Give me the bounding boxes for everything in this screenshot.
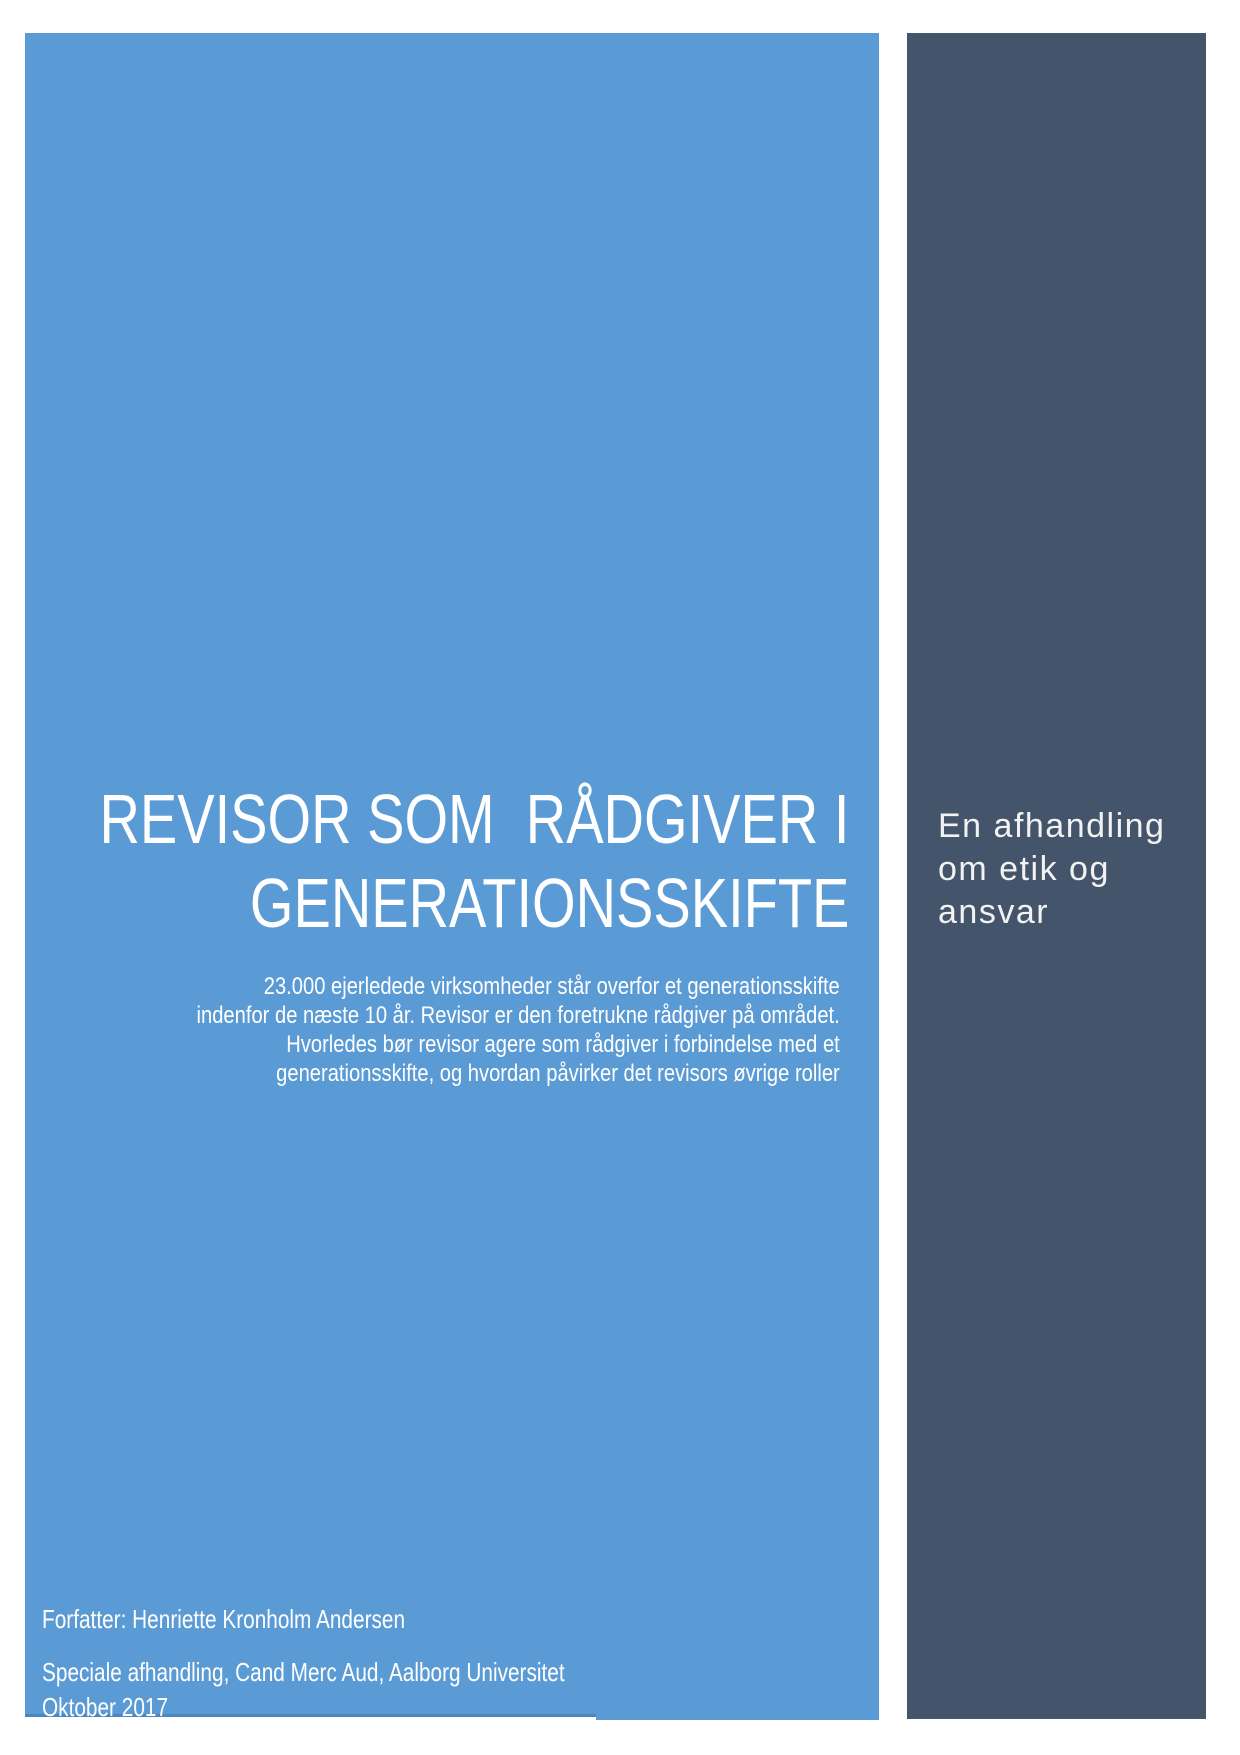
thesis-title [0,777,849,945]
author-text: Forfatter: Henriette Kronholm Andersen [42,1604,406,1634]
thesis-title-line-1: REVISOR SOM RÅDGIVER I [99,780,849,858]
thesis-subtitle-line-3: Hvorledes bør revisor agere som rådgiver i forbindelse med et [286,1031,841,1058]
author-line [42,1603,496,1635]
thesis-subtitle-line-2: indenfor de næste 10 år. Revisor er den foretrukne rådgiver på området. [196,1002,840,1029]
tagline-line-1: En afhandling [938,807,1166,845]
tagline-line-3: ansvar [938,893,1050,931]
thesis-subtitle [74,972,840,1088]
side-panel-tagline [938,805,1165,934]
program-and-date [42,1655,695,1725]
thesis-subtitle-line-1: 23.000 ejerledede virksomheder står overfor et generationsskifte [263,973,840,1000]
thesis-title-line-2: GENERATIONSSKIFTE [249,864,849,942]
thesis-subtitle-line-4: generationsskifte, og hvordan påvirker det revisors øvrige roller [276,1060,841,1087]
date-text: Oktober 2017 [42,1692,169,1722]
program-text: Speciale afhandling, Cand Merc Aud, Aalborg Universitet [42,1657,565,1687]
tagline-line-2: om etik og [938,850,1110,888]
